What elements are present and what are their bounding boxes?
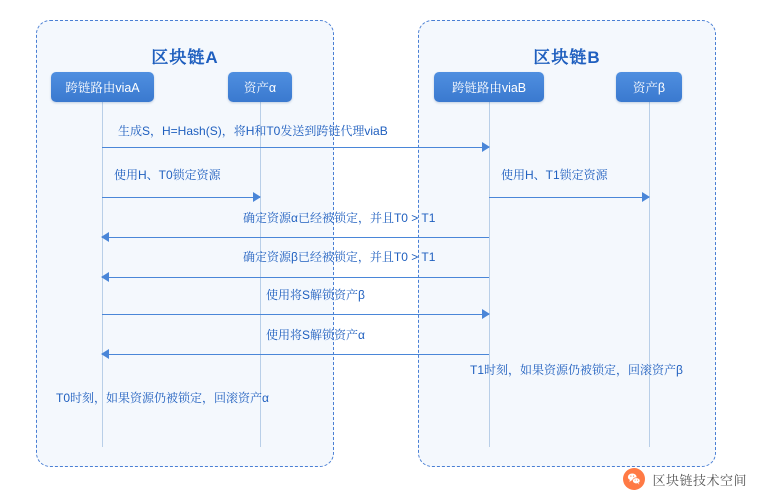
blockchain-a-title: 区块链A xyxy=(151,48,219,67)
message-arrow-1 xyxy=(102,138,489,156)
message-label-6: 使用将S解锁资产β xyxy=(266,288,365,302)
blockchain-b-title: 区块链B xyxy=(533,48,601,67)
message-arrow-4 xyxy=(102,228,489,246)
message-arrow-3 xyxy=(489,188,649,206)
message-arrow-2 xyxy=(102,188,260,206)
message-arrow-5 xyxy=(102,268,489,286)
message-label-1: 生成S，H=Hash(S)，将H和T0发送到跨链代理viaB xyxy=(118,124,388,138)
message-label-2: 使用H、T0锁定资源 xyxy=(114,168,221,182)
message-label-5: 确定资源β已经被锁定，并且T0 > T1 xyxy=(243,250,436,264)
lifeline-asset-beta xyxy=(649,102,650,447)
message-label-7: 使用将S解锁资产α xyxy=(266,328,365,342)
node-asset-beta[interactable]: 资产β xyxy=(616,72,682,102)
lifeline-router-b xyxy=(489,102,490,447)
message-label-3: 使用H、T1锁定资源 xyxy=(501,168,608,182)
wechat-footer xyxy=(623,468,747,490)
wechat-account-name: 区块链技术空间 xyxy=(652,472,747,488)
note-rollback-alpha: T0时刻，如果资源仍被锁定，回滚资产α xyxy=(56,391,269,405)
node-asset-alpha[interactable]: 资产α xyxy=(228,72,292,102)
note-rollback-beta: T1时刻，如果资源仍被锁定，回滚资产β xyxy=(470,363,683,377)
node-router-b[interactable]: 跨链路由viaB xyxy=(434,72,544,102)
wechat-icon xyxy=(623,468,645,490)
message-arrow-6 xyxy=(102,305,489,323)
message-label-4: 确定资源α已经被锁定，并且T0 > T1 xyxy=(243,211,436,225)
message-arrow-7 xyxy=(102,345,489,363)
node-router-a[interactable]: 跨链路由viaA xyxy=(51,72,154,102)
